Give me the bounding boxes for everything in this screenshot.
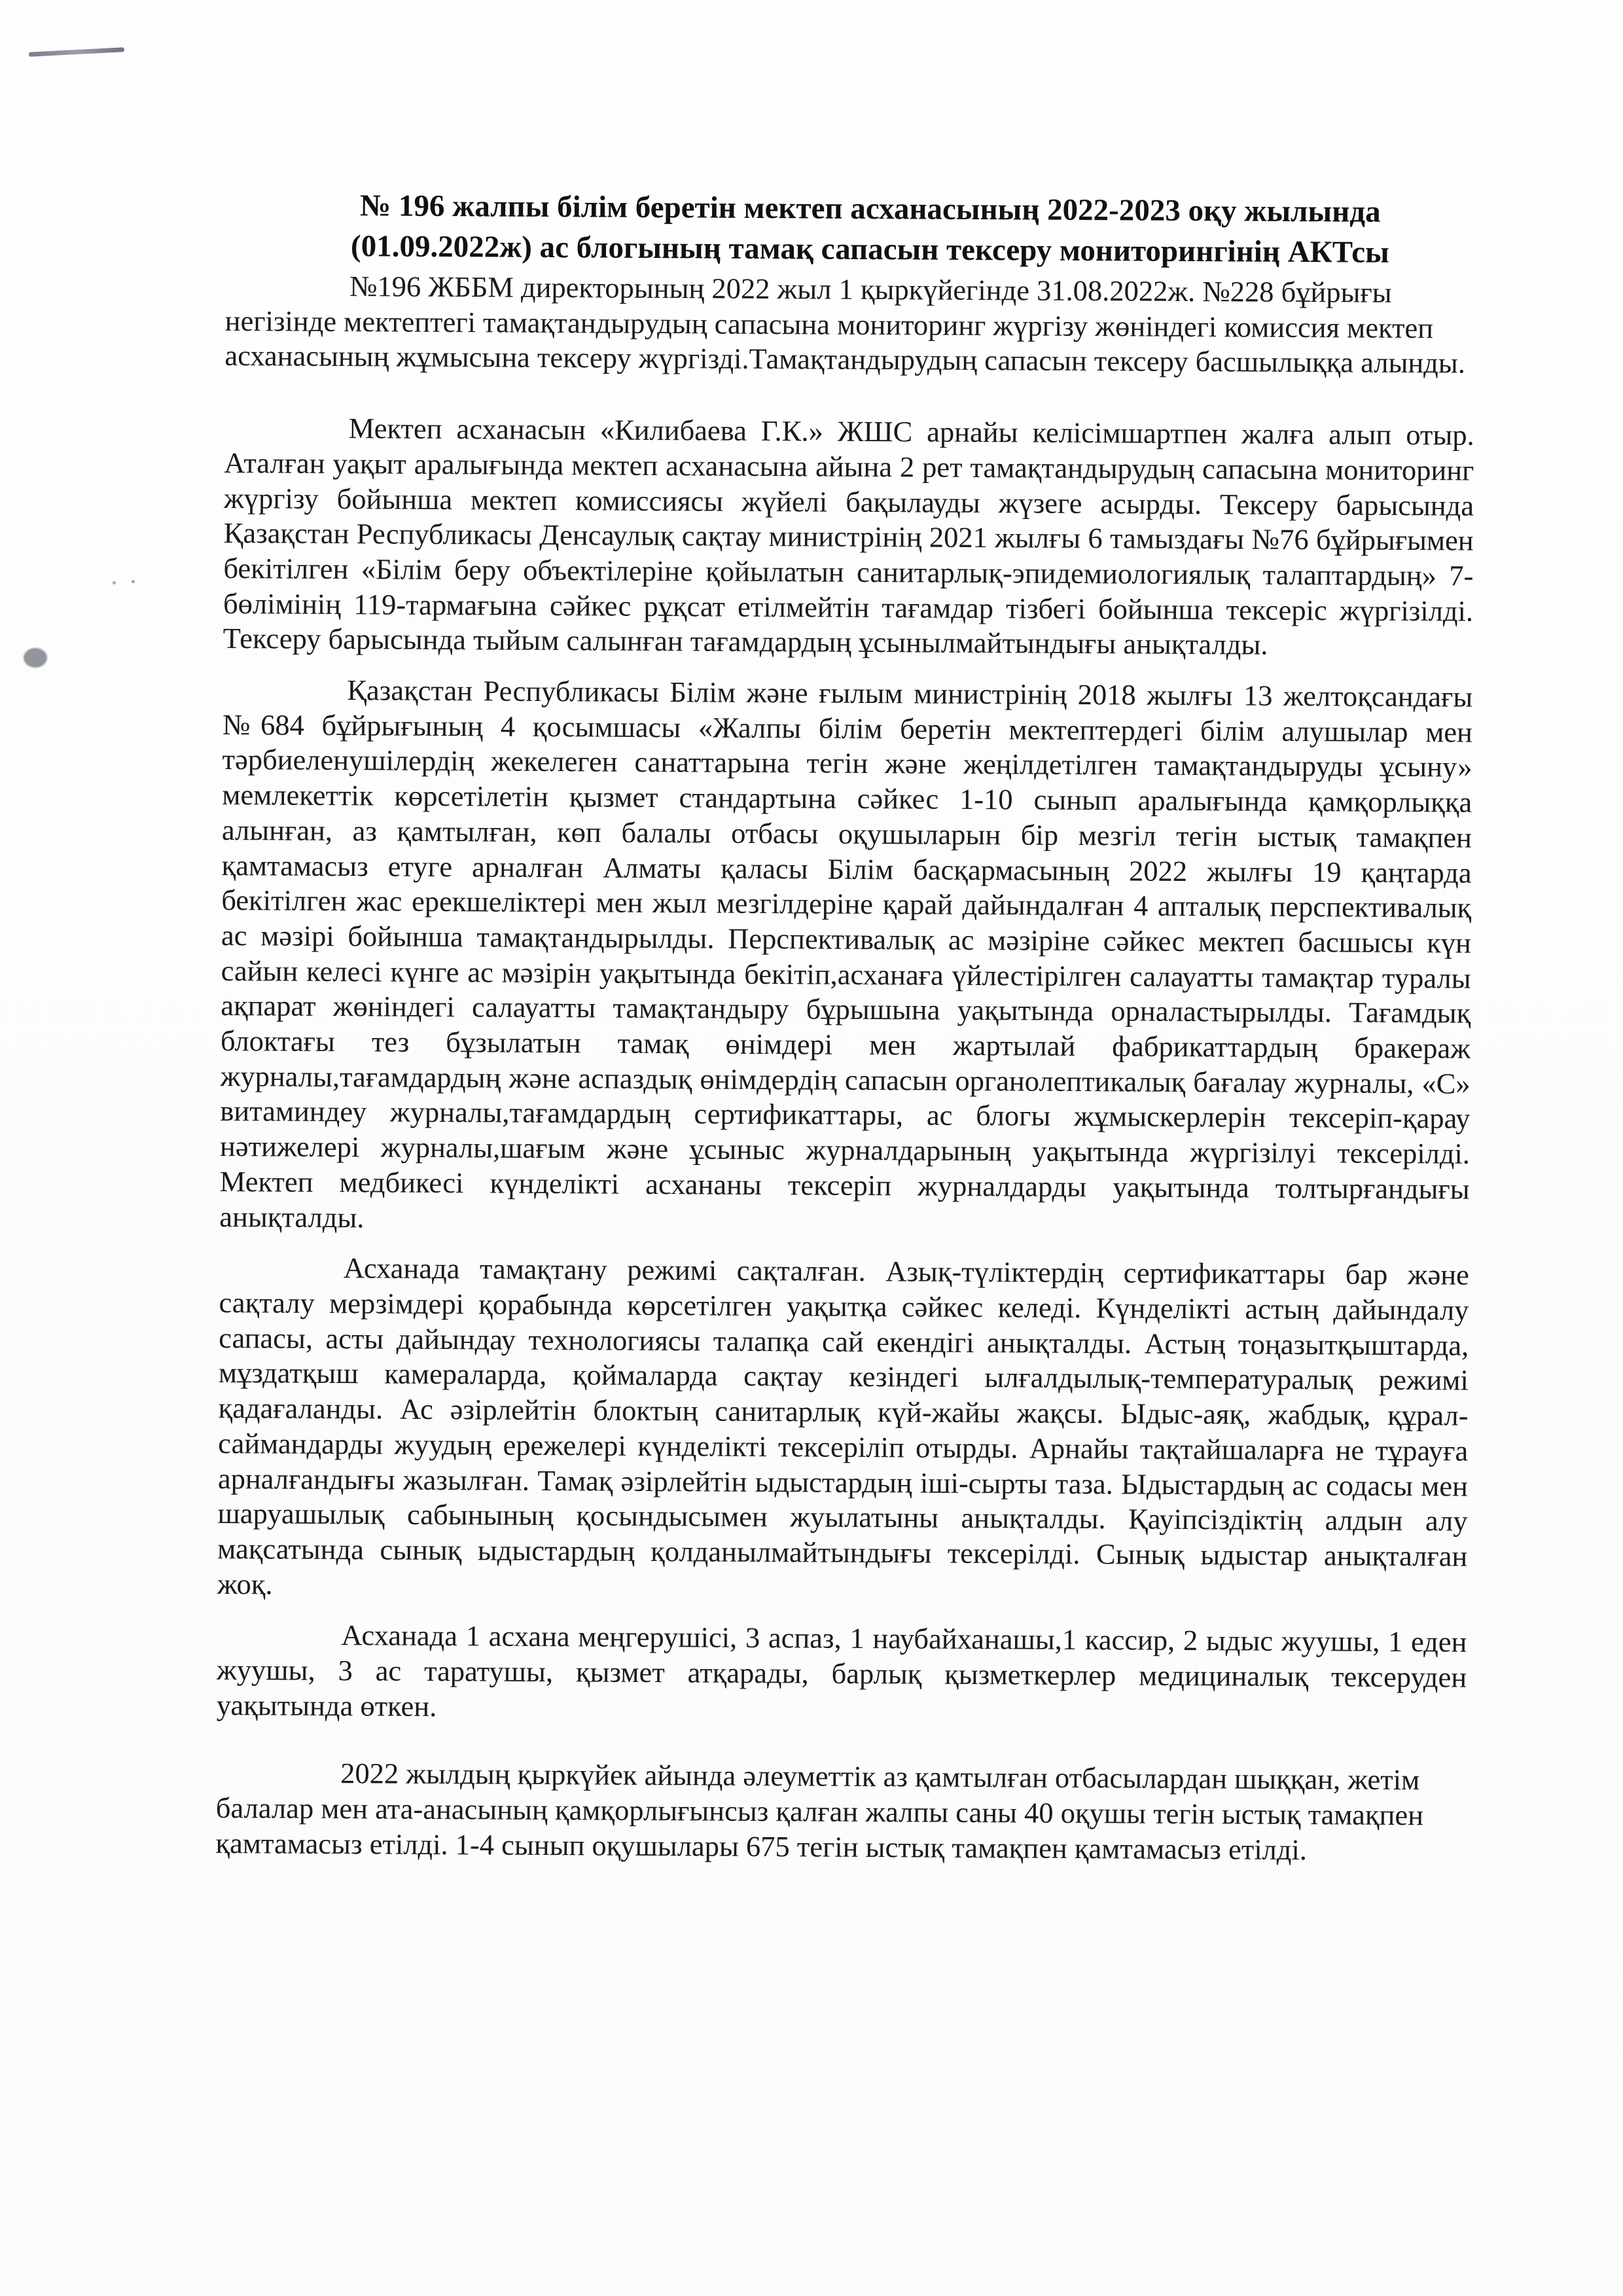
paragraph-free-meals-standard: Қазақстан Республикасы Білім және ғылым министрінің 2018 жылғы 13 желтоқсандағы №684 бұйрығының 4 қосымшасы «Жалпы білім беретін мектептердегі білім алушылар мен тәрбиеленушілердің жекелеген санаттарына тегін және жеңілдетілген тамақтандыруды ұсыну» мемлекеттік көрсетілетін қызмет стандартына сәйкес 1-10 сынып аралығында қамқорлыққа алынған, аз қамтылған, көп балалы отбасы оқушыларын бір мезгіл тегін ыстық тамақпен қамтамасыз етуге арналған Алматы қаласы Білім басқармасының 2022 жылғы 19 қаңтарда бекітілген жас ерекшеліктері мен жыл мезгілдеріне қарай дайындалған 4 апталық перспективалық ас мәзірі бойынша тамақтандырылды. Перспективалық ас мәзіріне сәйкес мектеп басшысы күн сайын келесі күнге ас мәзірін уақытында бекітіп,асханаға үйлестірілген салауатты тамақтар туралы ақпарат жөніндегі салауатты тамақтандыру бұрышына уақытында орналастырылды. Тағамдық блоктағы тез бұзылатын тамақ өнімдері мен жартылай фабрикаттардың бракераж журналы,тағамдардың және аспаздық өнімдердің сапасын органолептикалық бағалау журналы, «С» витаминдеу журналы,тағамдардың сертификаттары, ас блогы жұмыскерлерін тексеріп-қарау нәтижелері журналы,шағым және ұсыныс журналдарының уақытында жүргізілуі тексерілді. Мектеп медбикесі күнделікті асхананы тексеріп журналдарды уақытында толтырғандығы анықталды. — [219, 673, 1473, 1234]
paragraph-staff: Асханада 1 асхана меңгерушісі, 3 аспаз, 1 наубайханашы,1 кассир, 2 ыдыс жуушы, 1 еден жуушы, 3 ас таратушы, қызмет атқарады, барлық қызметкерлер медициналық тексеруден уақытында өткен. — [216, 1619, 1467, 1723]
title-line-1: № 196 жалпы білім беретін мектеп асханасының 2022-2023 оқу жылында — [359, 188, 1381, 229]
paragraph-september-stats: 2022 жылдың қыркүйек айында әлеуметтік аз қамтылған отбасылардан шыққан, жетім балалар мен ата-анасының қамқорлығынсыз қалған жалпы саны 40 оқушы тегін ыстық тамақпен қамтамасыз етілді. 1-4 сынып оқушылары 675 тегін ыстық тамақпен қамтамасыз етілді. — [215, 1757, 1424, 1866]
paragraph-hygiene-check: Асханада тамақтану режимі сақталған. Азық-түліктердің сертификаттары бар және сақталу мерзімдері қорабында көрсетілген уақытқа сәйкес келеді. Күнделікті астың дайындалу сапасы, асты дайындау технологиясы талапқа сай екендігі анықталды. Астың тоңазытқыштарда, мұздатқыш камераларда, қоймаларда сақтау кезіндегі ылғалдылық-температуралық режимі қадағаланды. Ас әзірлейтін блоктың санитарлық күй-жайы жақсы. Ыдыс-аяқ, жабдық, құрал-саймандарды жуудың ережелері күнделікті тексеріліп отырды. Арнайы тақтайшаларға не тұрауға арналғандығы жазылған. Тамақ әзірлейтін ыдыстардың іші-сырты таза. Ыдыстардың ас содасы мен шаруашылық сабынының қосындысымен жуылатыны анықталды. Қауіпсіздіктің алдын алу мақсатында сынық ыдыстардың қолданылмайтындығы тексерілді. Сынық ыдыстар анықталған жоқ. — [217, 1251, 1470, 1601]
title-line-2: (01.09.2022ж) ас блогының тамақ сапасын тексеру мониторингінің АКТсы — [350, 229, 1389, 270]
scan-speck — [113, 581, 116, 584]
document-title — [225, 185, 1476, 274]
staple-mark — [29, 47, 124, 57]
document-body — [215, 185, 1476, 1869]
paragraph-order-basis: №196 ЖББМ директорының 2022 жыл 1 қыркүйегінде 31.08.2022ж. №228 бұйрығы негізінде мектептегі тамақтандырудың сапасына мониторинг жүргізу жөніндегі комиссия мектеп асханасының жұмысына тексеру жүргізді.Тамақтандырудың сапасын тексеру басшылыққа алынды. — [224, 270, 1466, 380]
paragraph-canteen-lease: Мектеп асханасын «Килибаева Г.К.» ЖШС арнайы келісімшартпен жалға алып отыр. Аталған уақыт аралығында мектеп асханасына айына 2 рет тамақтандырудың сапасына мониторинг жүргізу бойынша мектеп комиссиясы жүйелі бақылауды жүзеге асырды. Тексеру барысында Қазақстан Республикасы Денсаулық сақтау министрінің 2021 жылғы 6 тамыздағы №76 бұйрығымен бекітілген «Білім беру объектілеріне қойылатын санитарлық-эпидемиологиялық талаптардың» 7- бөлімінің 119-тармағына сәйкес рұқсат етілмейтін тағамдар тізбегі бойынша тексеріс жүргізілді. Тексеру барысында тыйым салынған тағамдардың ұсынылмайтындығы анықталды. — [223, 412, 1474, 662]
scan-speck — [132, 580, 135, 583]
scan-speck — [24, 648, 47, 668]
